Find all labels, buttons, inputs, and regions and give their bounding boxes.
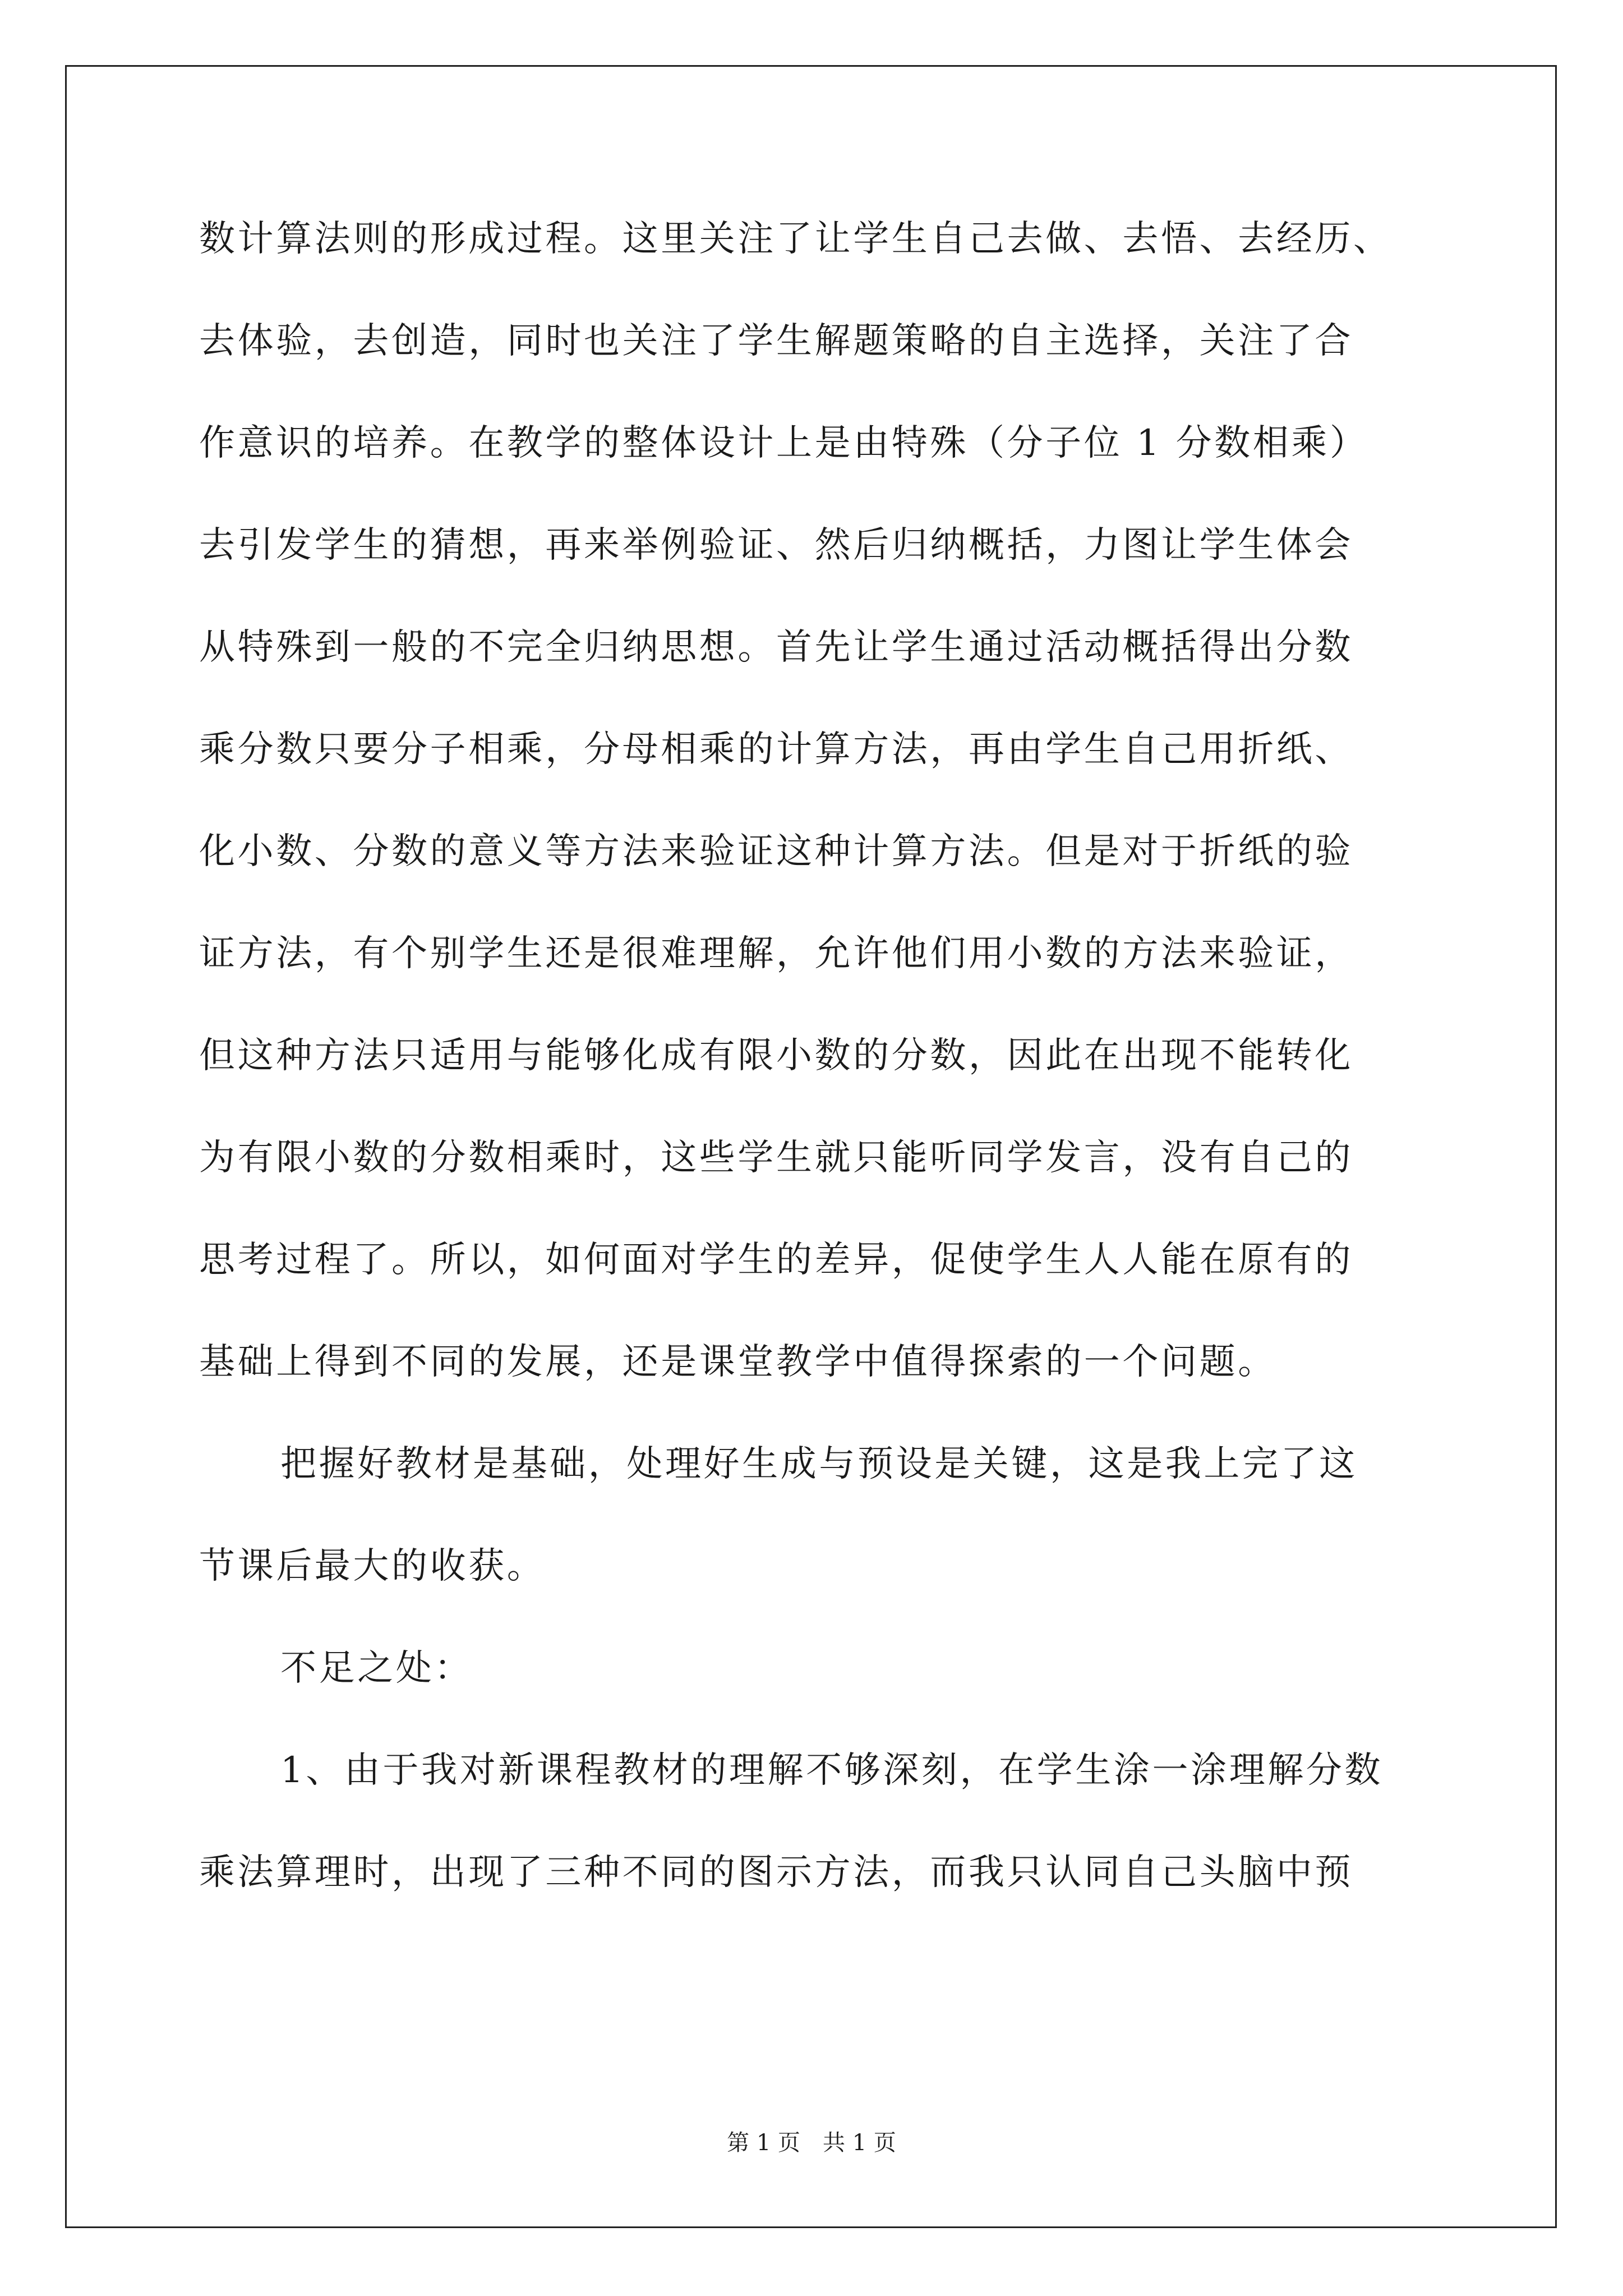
body-text-line: 化小数、分数的意义等方法来验证这种计算方法。但是对于折纸的验 [199,831,1353,872]
body-text-line: 节课后最大的收获。 [199,1545,546,1587]
page-footer: 第 1 页 共 1 页 [727,2130,896,2156]
body-text-line: 作意识的培养。在教学的整体设计上是由特殊（分子位 1 分数相乘） [199,422,1368,464]
body-text-line: 思考过程了。所以，如何面对学生的差异，促使学生人人能在原有的 [199,1239,1353,1281]
body-text-line: 证方法，有个别学生还是很难理解，允许他们用小数的方法来验证， [199,933,1353,974]
body-text-line: 乘分数只要分子相乘，分母相乘的计算方法，再由学生自己用折纸、 [199,729,1353,770]
body-text-line: 但这种方法只适用与能够化成有限小数的分数，因此在出现不能转化 [199,1035,1353,1076]
paragraph-first-line: 把握好教材是基础，处理好生成与预设是关键，这是我上完了这 [280,1443,1358,1485]
body-text-line: 去引发学生的猜想，再来举例验证、然后归纳概括，力图让学生体会 [199,524,1353,566]
body-text-line: 数计算法则的形成过程。这里关注了让学生自己去做、去悟、去经历、 [199,218,1392,260]
section-heading: 不足之处： [280,1648,473,1689]
paragraph-first-line: 1、由于我对新课程教材的理解不够深刻，在学生涂一涂理解分数 [280,1750,1384,1791]
body-text-line: 为有限小数的分数相乘时，这些学生就只能听同学发言，没有自己的 [199,1137,1353,1179]
body-text-line: 从特殊到一般的不完全归纳思想。首先让学生通过活动概括得出分数 [199,627,1353,668]
body-text-line: 基础上得到不同的发展，还是课堂教学中值得探索的一个问题。 [199,1341,1276,1383]
body-text-line: 去体验，去创造，同时也关注了学生解题策略的自主选择，关注了合 [199,320,1353,362]
body-text-line: 乘法算理时，出现了三种不同的图示方法，而我只认同自己头脑中预 [199,1852,1353,1893]
